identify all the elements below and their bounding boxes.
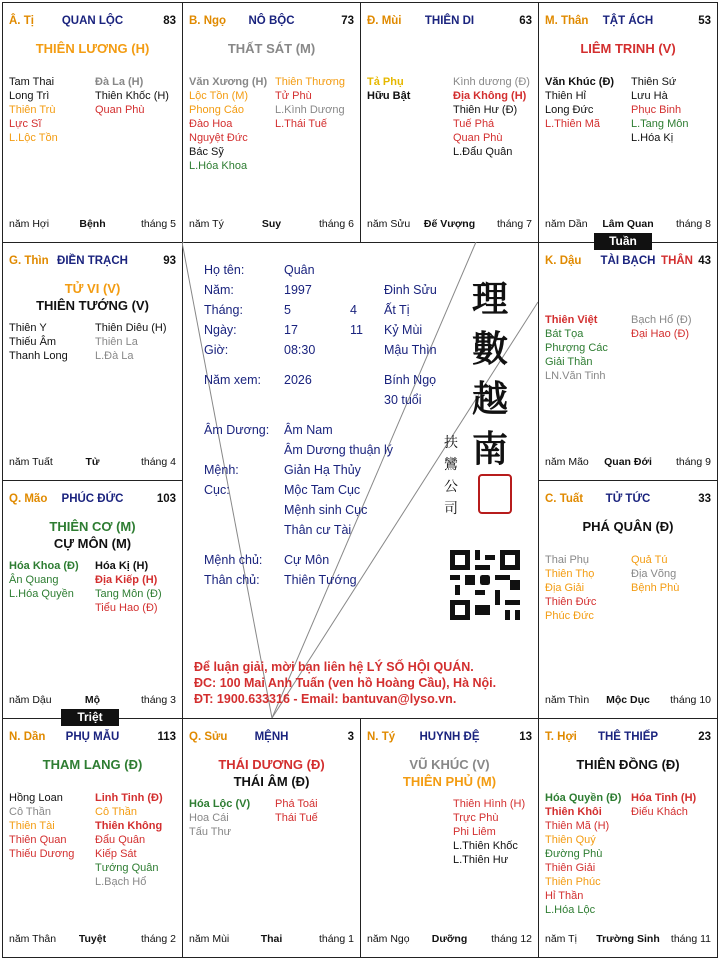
view-year-value: 2026: [284, 373, 312, 387]
minor-stars-left: [9, 75, 58, 145]
palace-footer: [545, 694, 711, 708]
life-stage: Mộc Dục: [606, 694, 650, 706]
minor-stars-right: [631, 553, 679, 595]
month-limit: tháng 3: [140, 694, 176, 706]
palace-header: [189, 15, 354, 29]
palace-number: 113: [157, 731, 176, 743]
minor-star: L.Đà La: [95, 350, 134, 362]
qr-code[interactable]: [450, 550, 520, 620]
minor-star: Thiếu Dương: [9, 848, 75, 860]
month-lunar: 4: [350, 303, 357, 317]
minor-star: Hữu Bật: [367, 90, 411, 102]
major-star: THÁI DƯƠNG (Đ): [218, 757, 325, 772]
minor-star: Tả Phụ: [367, 76, 404, 88]
minor-star: Kình dương (Đ): [453, 76, 530, 88]
minor-star: Thiên Thọ: [545, 568, 595, 580]
amduong-relation: Âm Dương thuận lý: [284, 443, 393, 457]
major-star: THIÊN CƠ (M): [49, 519, 136, 534]
palace-footer: [545, 933, 711, 947]
minor-star: Thiên Y: [9, 322, 47, 334]
calligraphy-logo: 理數越南: [471, 278, 508, 470]
major-star: THIÊN LƯƠNG (H): [35, 41, 150, 56]
thanchu-value: Thiên Tướng: [284, 573, 357, 587]
minor-star: Văn Khúc (Đ): [545, 76, 615, 88]
palace-name: ĐIỀN TRẠCH: [57, 255, 128, 267]
minor-stars-right: [95, 791, 163, 889]
palace-header: [545, 255, 711, 269]
minor-star: Địa Không (H): [453, 90, 527, 102]
minor-star: Thiên Quan: [9, 834, 67, 846]
small-limit-year: năm Ngọ: [367, 933, 410, 945]
seal-stamp: [478, 474, 512, 514]
minor-star: Quả Tú: [631, 554, 668, 566]
minor-star: L.Bạch Hổ: [95, 876, 147, 888]
minor-star: L.Thiên Hư: [453, 854, 509, 866]
minor-star: L.Hóa Khoa: [189, 160, 248, 172]
life-stage: Mộ: [84, 694, 101, 706]
palace-footer: [189, 218, 354, 232]
minor-stars-left: [545, 75, 614, 131]
minor-star: Điếu Khách: [631, 806, 688, 818]
menh-value: Giản Hạ Thủy: [284, 463, 361, 477]
day-lunar: 11: [350, 323, 363, 337]
small-limit-year: năm Tuất: [9, 456, 53, 468]
contact-phone-email[interactable]: ĐT: 1900.633316 - Email: bantuvan@lyso.vn.: [194, 692, 457, 706]
cuc-label: Cục:: [204, 483, 230, 497]
hour-value: 08:30: [284, 343, 316, 357]
palace-header: [9, 255, 176, 269]
day-can: Kỷ Mùi: [384, 323, 423, 337]
palace-footer: [9, 933, 176, 947]
palace-hoi: [538, 718, 718, 958]
minor-star: Thiên Trù: [9, 104, 56, 116]
minor-star: L.Thiên Khốc: [453, 840, 518, 852]
palace-name: TỬ TỨC: [605, 493, 651, 505]
minor-stars-left: [189, 797, 250, 839]
minor-star: Lực Sĩ: [9, 118, 42, 130]
life-stage: Lâm Quan: [602, 218, 654, 230]
minor-star: Thanh Long: [9, 350, 68, 362]
minor-star: Lộc Tồn (M): [189, 90, 249, 102]
minor-star: Tử Phù: [275, 90, 312, 102]
minor-star: Thiếu Âm: [9, 336, 57, 348]
month-limit: tháng 5: [140, 218, 176, 230]
palace-number: 53: [698, 15, 711, 27]
minor-star: Thiên Đức: [545, 596, 597, 608]
palace-number: 83: [163, 15, 176, 27]
month-label: Tháng:: [204, 303, 243, 317]
minor-star: Thiên Việt: [545, 314, 598, 326]
palace-footer: [367, 933, 532, 947]
minor-star: Thiên La: [95, 336, 138, 348]
minor-star: Thiên Quý: [545, 834, 596, 846]
minor-star: Hóa Khoa (Đ): [9, 560, 79, 572]
small-limit-year: năm Mão: [545, 456, 589, 468]
minor-star: Đà La (H): [95, 76, 144, 88]
minor-star: L.Kình Dương: [275, 104, 345, 116]
palace-branch: G. Thìn: [9, 255, 49, 267]
major-star: THIÊN TƯỚNG (V): [36, 298, 149, 313]
hour-label: Giờ:: [204, 343, 229, 357]
menhchu-value: Cự Môn: [284, 553, 330, 567]
minor-star: Bạch Hổ (Đ): [631, 314, 692, 326]
cuc-value: Mộc Tam Cục: [284, 483, 361, 497]
palace-suu: [182, 718, 361, 958]
minor-star: Quan Phù: [453, 132, 503, 144]
month-can: Ất Tị: [384, 303, 410, 317]
palace-footer: [545, 456, 711, 470]
palace-ty2: [360, 718, 539, 958]
palace-branch: B. Ngọ: [189, 15, 227, 27]
tuan-marker: Tuần: [594, 233, 652, 250]
palace-branch: Q. Sửu: [189, 731, 228, 743]
than-marker: THÂN: [661, 255, 693, 267]
contact-line-1: Để luận giải, mời bạn liên hệ LÝ SỐ HỘI QUÁN.: [194, 660, 474, 674]
view-year-can: Bính Ngọ: [384, 373, 437, 387]
palace-header: [545, 493, 711, 507]
month-limit: tháng 2: [140, 933, 176, 945]
palace-number: 63: [519, 15, 532, 27]
palace-ngo: [182, 2, 361, 243]
palace-mui: [360, 2, 539, 243]
minor-stars-left: [189, 75, 267, 173]
life-stage: Đế Vượng: [423, 218, 476, 230]
minor-star: Tam Thai: [9, 76, 55, 88]
palace-ty: [2, 2, 183, 243]
life-stage: Trường Sinh: [596, 933, 660, 945]
major-star: LIÊM TRINH (V): [580, 41, 676, 56]
minor-star: Kiếp Sát: [95, 848, 137, 860]
palace-name: NÔ BỘC: [248, 15, 295, 27]
life-stage: Suy: [261, 218, 282, 230]
minor-star: Địa Giải: [545, 582, 585, 594]
month-limit: tháng 6: [318, 218, 354, 230]
palace-header: [189, 731, 354, 745]
minor-star: Ân Quang: [9, 574, 59, 586]
minor-star: Thiên Hư (Đ): [453, 104, 518, 116]
year-value: 1997: [284, 283, 312, 297]
month-limit: tháng 12: [491, 933, 532, 945]
minor-stars-right: [275, 75, 345, 131]
minor-star: Đẩu Quân: [95, 834, 146, 846]
palace-header: [545, 15, 711, 29]
thanchu-label: Thân chủ:: [204, 573, 260, 587]
life-stage: Bệnh: [79, 218, 106, 230]
palace-branch: K. Dậu: [545, 255, 582, 267]
minor-star: Thiên Khốc (H): [95, 90, 169, 102]
minor-star: Bác Sỹ: [189, 146, 224, 158]
small-limit-year: năm Mùi: [189, 933, 230, 945]
palace-header: [9, 493, 176, 507]
palace-number: 73: [341, 15, 354, 27]
minor-star: Thiên Mã (H): [545, 820, 610, 832]
name-label: Họ tên:: [204, 263, 245, 277]
year-label: Năm:: [204, 283, 234, 297]
major-star: THÁI ÂM (Đ): [233, 774, 310, 789]
minor-stars-right: [275, 797, 318, 825]
palace-number: 33: [698, 493, 711, 505]
palace-name: THIÊN DI: [424, 15, 475, 27]
month-limit: tháng 7: [496, 218, 532, 230]
day-label: Ngày:: [204, 323, 237, 337]
month-limit: tháng 9: [675, 456, 711, 468]
minor-star: Hoa Cái: [189, 812, 229, 824]
major-star: THAM LANG (Đ): [42, 757, 143, 772]
palace-number: 93: [163, 255, 176, 267]
year-can: Đinh Sửu: [384, 283, 437, 297]
minor-stars-left: [545, 791, 621, 917]
minor-stars-right: [95, 559, 162, 615]
minor-stars-right: [631, 75, 688, 145]
minor-star: Tấu Thư: [189, 826, 232, 838]
major-star: CỰ MÔN (M): [53, 536, 132, 551]
minor-star: Đường Phù: [545, 848, 603, 860]
palace-tuat: [538, 480, 718, 719]
month-value: 5: [284, 303, 291, 317]
palace-header: [367, 731, 532, 745]
life-stage: Tuyệt: [78, 933, 107, 945]
minor-star: L.Lộc Tồn: [9, 132, 58, 144]
minor-stars-right: [95, 321, 167, 363]
minor-star: Hồng Loan: [9, 792, 63, 804]
minor-star: Long Trì: [9, 90, 50, 102]
minor-star: Thiên Khôi: [545, 806, 602, 818]
palace-name: HUYNH ĐỆ: [419, 731, 480, 743]
menh-label: Mệnh:: [204, 463, 239, 477]
view-year-label: Năm xem:: [204, 373, 261, 387]
than-cu: Thân cư Tài: [284, 523, 352, 537]
minor-star: Phục Binh: [631, 104, 682, 116]
palace-than: [538, 2, 718, 243]
name-value: Quân: [284, 263, 315, 277]
cuc-relation: Mệnh sinh Cục: [284, 503, 368, 517]
minor-star: L.Hóa Kị: [631, 132, 674, 144]
minor-stars-right: [631, 791, 696, 819]
palace-mao: [2, 480, 183, 719]
palace-branch: Đ. Mùi: [367, 15, 402, 27]
minor-star: Lưu Hà: [631, 90, 668, 102]
palace-number: 43: [698, 255, 711, 267]
major-star: THIÊN ĐỒNG (Đ): [576, 757, 680, 772]
minor-star: Phi Liêm: [453, 826, 496, 838]
palace-branch: Â. Tị: [9, 15, 34, 27]
minor-star: Địa Kiếp (H): [95, 574, 158, 586]
minor-star: Tang Môn (Đ): [95, 588, 162, 600]
minor-star: Thai Phụ: [545, 554, 590, 566]
amduong-label: Âm Dương:: [204, 423, 270, 437]
minor-star: L.Hóa Quyền: [9, 588, 74, 600]
minor-stars-right: [453, 75, 530, 159]
palace-footer: [545, 218, 711, 232]
minor-stars-left: [545, 553, 596, 623]
minor-star: Thiên Diêu (H): [95, 322, 167, 334]
minor-star: Thiên Thương: [275, 76, 346, 88]
palace-footer: [9, 694, 176, 708]
minor-star: Linh Tinh (Đ): [95, 792, 163, 804]
minor-stars-left: [9, 321, 68, 363]
palace-number: 13: [519, 731, 532, 743]
small-limit-year: năm Thìn: [545, 694, 590, 706]
palace-dau: [538, 242, 718, 481]
palace-header: [9, 15, 176, 29]
palace-thin: [2, 242, 183, 481]
center-info-panel: [182, 242, 538, 718]
age-value: 30 tuổi: [384, 393, 422, 407]
minor-star: Phúc Đức: [545, 610, 594, 622]
minor-star: L.Thiên Mã: [545, 118, 601, 130]
palace-branch: C. Tuất: [545, 493, 584, 505]
major-star: VŨ KHÚC (V): [409, 757, 490, 772]
major-star: THIÊN PHỦ (M): [402, 774, 497, 789]
life-stage: Tử: [85, 456, 100, 468]
small-limit-year: năm Dần: [545, 218, 588, 230]
minor-star: Nguyệt Đức: [189, 132, 248, 144]
minor-star: Phá Toái: [275, 798, 318, 810]
minor-star: Tiểu Hao (Đ): [95, 602, 158, 614]
minor-star: Phong Cáo: [189, 104, 245, 116]
palace-header: [9, 731, 176, 745]
day-value: 17: [284, 323, 298, 337]
palace-name: TÀI BẠCH: [600, 255, 656, 267]
major-star: PHÁ QUÂN (Đ): [582, 519, 674, 534]
palace-dan: [2, 718, 183, 958]
palace-number: 23: [698, 731, 711, 743]
contact-address: ĐC: 100 Mai Anh Tuấn (ven hồ Hoàng Cầu), Hà Nội.: [194, 676, 497, 690]
palace-number: 103: [156, 493, 176, 505]
palace-footer: [367, 218, 532, 232]
small-limit-year: năm Tý: [189, 218, 224, 230]
palace-branch: M. Thân: [545, 15, 589, 27]
month-limit: tháng 8: [675, 218, 711, 230]
palace-footer: [9, 456, 176, 470]
minor-star: Hóa Lộc (V): [189, 798, 251, 810]
life-stage: Quan Đới: [604, 456, 652, 468]
small-limit-year: năm Sửu: [367, 218, 411, 230]
minor-star: Giải Thần: [545, 356, 593, 368]
palace-footer: [189, 933, 354, 947]
menhchu-label: Mệnh chủ:: [204, 553, 263, 567]
minor-star: Tuế Phá: [453, 118, 495, 130]
minor-star: Quan Phù: [95, 104, 145, 116]
minor-star: Thiên Hỉ: [545, 90, 586, 102]
minor-star: Thiên Giải: [545, 862, 596, 874]
minor-star: Thiên Tài: [9, 820, 55, 832]
palace-branch: T. Hợi: [545, 731, 577, 743]
month-limit: tháng 1: [318, 933, 354, 945]
palace-name: MỆNH: [254, 731, 289, 743]
minor-star: LN.Văn Tinh: [545, 370, 606, 382]
palace-branch: Q. Mão: [9, 493, 48, 505]
minor-star: Bát Tọa: [545, 328, 584, 340]
minor-star: Long Đức: [545, 104, 594, 116]
minor-star: Trực Phù: [453, 812, 499, 824]
minor-star: Hóa Kị (H): [95, 560, 149, 572]
minor-star: Thái Tuế: [275, 812, 318, 824]
palace-name: PHỤ MẪU: [65, 731, 120, 743]
minor-stars-right: [631, 313, 692, 341]
minor-stars-left: [367, 75, 410, 103]
minor-star: L.Thái Tuế: [275, 118, 327, 130]
triet-marker: Triệt: [61, 709, 119, 726]
minor-star: Phượng Các: [545, 342, 608, 354]
minor-star: Cô Thần: [9, 806, 51, 818]
major-star: THẤT SÁT (M): [227, 41, 316, 56]
small-limit-year: năm Dậu: [9, 694, 52, 706]
small-limit-year: năm Tị: [545, 933, 577, 945]
calligraphy-sub: 扶鸞公司: [444, 435, 458, 517]
palace-header: [545, 731, 711, 745]
palace-name: PHÚC ĐỨC: [61, 493, 124, 505]
minor-star: Địa Võng: [631, 568, 677, 580]
minor-star: L.Đẩu Quân: [453, 146, 513, 158]
life-stage: Thai: [260, 933, 283, 945]
palace-name: TẬT ÁCH: [602, 15, 654, 27]
palace-name: QUAN LỘC: [61, 15, 124, 27]
minor-star: Thiên Phúc: [545, 876, 601, 888]
palace-branch: N. Dần: [9, 731, 46, 743]
palace-header: [367, 15, 532, 29]
minor-star: L.Tang Môn: [631, 118, 689, 130]
month-limit: tháng 11: [670, 933, 711, 945]
minor-star: Hóa Quyền (Đ): [545, 792, 622, 804]
minor-star: Văn Xương (H): [189, 76, 268, 88]
minor-stars-right: [453, 797, 525, 867]
palace-footer: [9, 218, 176, 232]
small-limit-year: năm Thân: [9, 933, 57, 945]
minor-star: L.Hóa Lộc: [545, 904, 596, 916]
minor-star: Thiên Sứ: [631, 76, 677, 88]
month-limit: tháng 10: [670, 694, 711, 706]
month-limit: tháng 4: [140, 456, 176, 468]
minor-stars-left: [9, 559, 79, 601]
major-star: TỬ VI (V): [64, 281, 121, 296]
minor-star: Cô Thần: [95, 806, 137, 818]
palace-number: 3: [347, 731, 354, 743]
minor-stars-right: [95, 75, 169, 117]
minor-star: Hỉ Thần: [545, 890, 584, 902]
minor-star: Tướng Quân: [95, 862, 159, 874]
minor-star: Bệnh Phù: [631, 582, 680, 594]
palace-name: THÊ THIẾP: [597, 731, 659, 743]
palace-branch: N. Tý: [367, 731, 396, 743]
small-limit-year: năm Hợi: [9, 218, 50, 230]
minor-star: Đào Hoa: [189, 118, 233, 130]
minor-star: Hóa Tinh (H): [631, 792, 697, 804]
life-stage: Dưỡng: [431, 933, 468, 945]
minor-stars-left: [9, 791, 74, 861]
minor-star: Thiên Hình (H): [453, 798, 526, 810]
minor-stars-left: [545, 313, 608, 383]
minor-star: Đại Hao (Đ): [631, 328, 690, 340]
hour-can: Mậu Thìn: [384, 343, 437, 357]
minor-star: Thiên Không: [95, 820, 163, 832]
amduong-value: Âm Nam: [284, 423, 333, 437]
